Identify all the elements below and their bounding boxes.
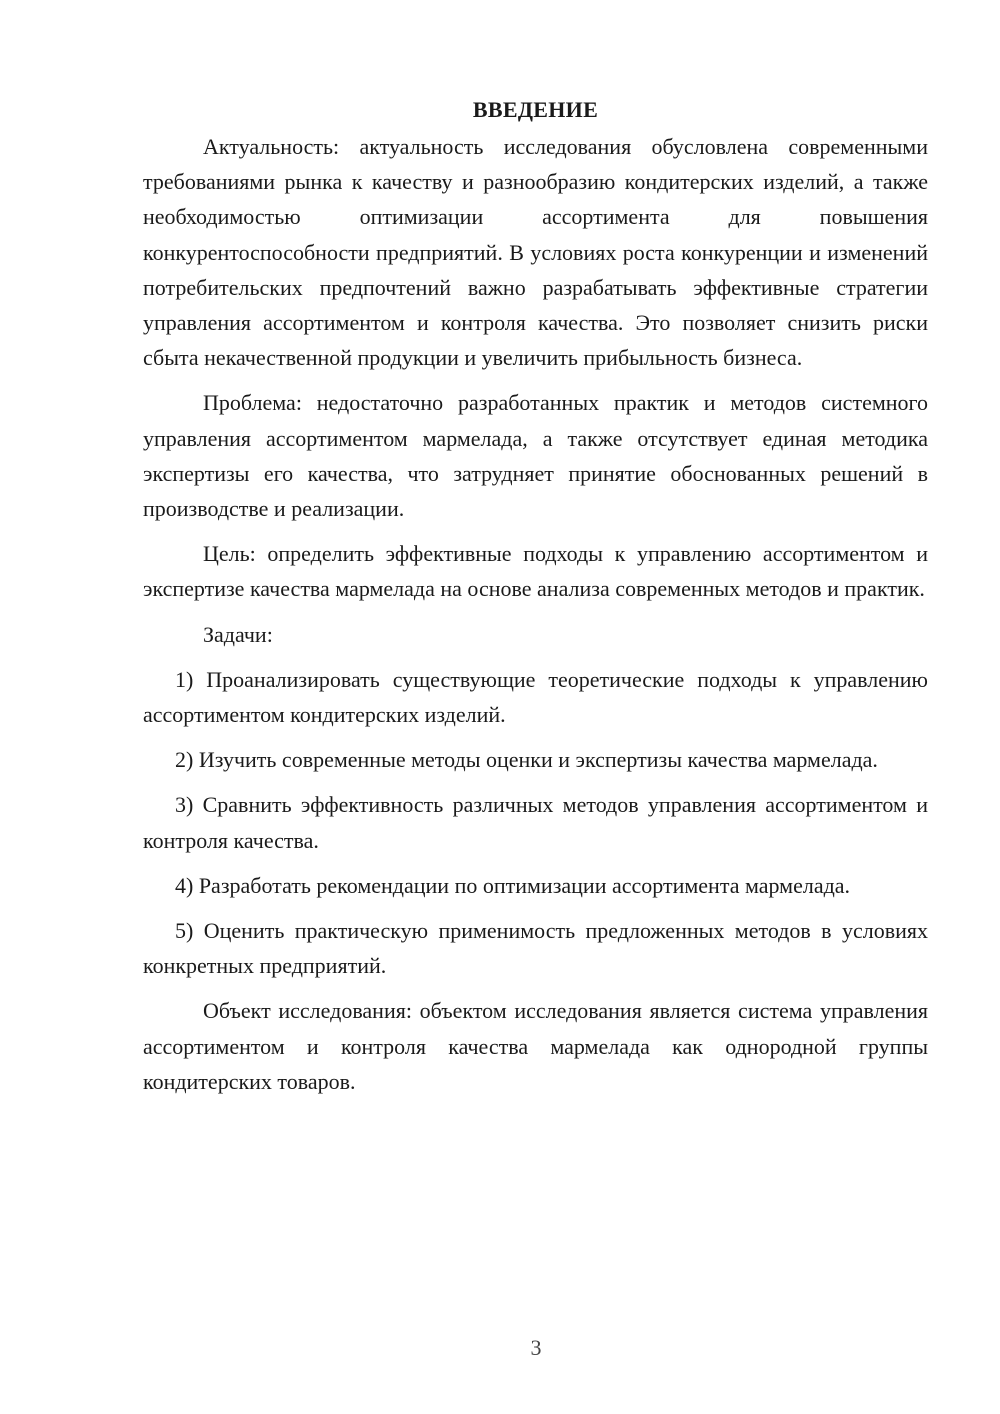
task-item-5: 5) Оценить практическую применимость предложенных методов в условиях конкретных предприятий. [143,918,928,979]
paragraph-relevance: Актуальность: актуальность исследования обусловлена современными требованиями рынка к качеству и разнообразию кондитерских изделий, а также необходимостью оптимизации ассортимента для повышения конкурентоспособности предприятий. В условиях роста конкуренции и изменений потребительских предпочтений важно разрабатывать эффективные стратегии управления ассортиментом и контроля качества. Это позволяет снизить риски сбыта некачественной продукции и увеличить прибыльность бизнеса. [143,134,928,371]
section-title: ВВЕДЕНИЕ [472,97,599,122]
paragraph-object: Объект исследования: объектом исследования является система управления ассортиментом и контроля качества мармелада как однородной группы кондитерских товаров. [143,998,928,1094]
tasks-heading: Задачи: [203,621,273,647]
tasks-list [143,662,928,984]
page-number: 3 [530,1335,542,1360]
task-item-1: 1) Проанализировать существующие теоретические подходы к управлению ассортиментом кондитерских изделий. [143,666,928,728]
task-item-4: 4) Разработать рекомендации по оптимизации ассортимента мармелада. [175,872,851,898]
task-item-2: 2) Изучить современные методы оценки и экспертизы качества мармелада. [175,747,878,773]
task-item-3: 3) Сравнить эффективность различных методов управления ассортиментом и контроля качества. [143,792,928,853]
paragraph-problem: Проблема: недостаточно разработанных практик и методов системного управления ассортиментом мармелада, а также отсутствует единая методика экспертизы его качества, что затрудняет принятие обоснованных решений в производстве и реализации. [143,390,928,522]
paragraph-goal: Цель: определить эффективные подходы к управлению ассортиментом и экспертизе качества мармелада на основе анализа современных методов и практик. [143,541,928,602]
document-page [143,92,928,1109]
